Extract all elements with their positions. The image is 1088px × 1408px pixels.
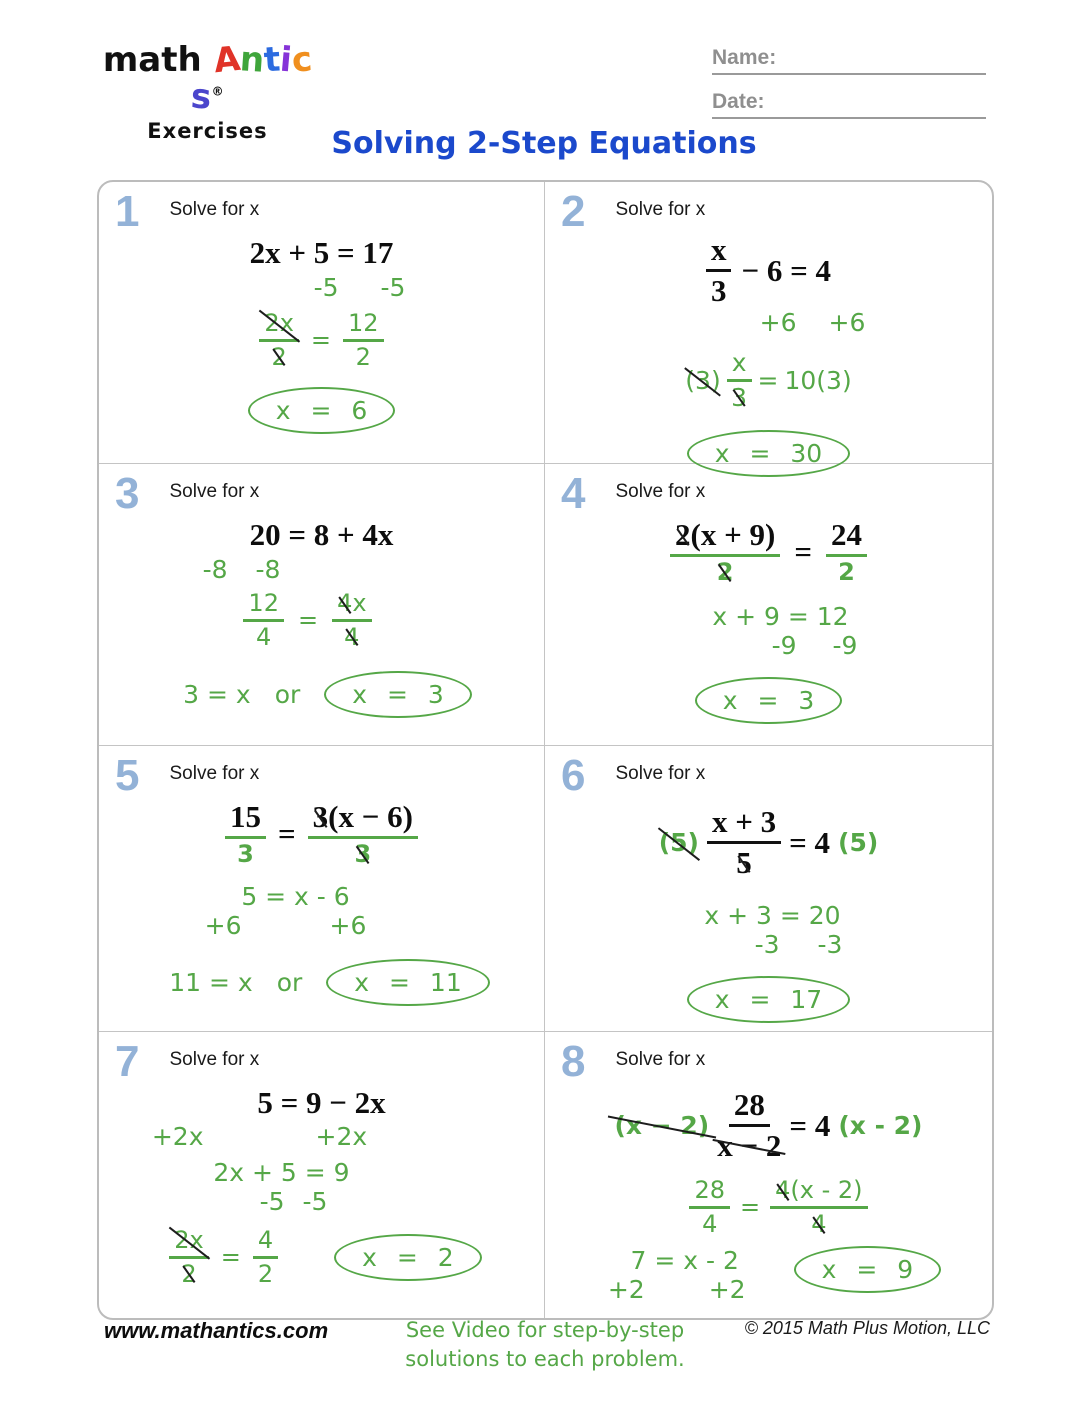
operation: -5 [302, 1186, 328, 1216]
problem-7-label: Solve for x [169, 1049, 260, 1070]
coefficient-crossed: 2 [675, 516, 691, 552]
equals-sign: = [794, 533, 812, 569]
problem-2-label: Solve for x [615, 199, 706, 220]
fraction-denominator: 2 [716, 558, 734, 587]
problem-7-step: 2x + 5 = 9 [213, 1157, 350, 1187]
fraction [332, 588, 371, 651]
problem-1-number: 1 [115, 187, 140, 236]
fraction-numerator [308, 798, 418, 840]
problem-1-divide-line [99, 308, 544, 371]
fraction [706, 231, 732, 309]
problem-8-cell [545, 1032, 992, 1318]
problem-4-label: Solve for x [615, 481, 706, 502]
equals-sign: = [220, 1243, 241, 1272]
fraction [253, 1225, 278, 1288]
operation: -8 [202, 554, 228, 584]
problem-8-number: 8 [561, 1037, 586, 1086]
problem-6-equation [545, 803, 992, 881]
problem-grid [97, 180, 994, 1320]
problem-5-answer-line [107, 959, 552, 1006]
fraction-denominator: 3 [710, 273, 727, 309]
fraction-numerator: 4 [253, 1228, 278, 1259]
problem-6-header [545, 746, 992, 800]
operation: +2x [315, 1121, 368, 1151]
circled-answer: x = 17 [687, 976, 850, 1023]
problem-5-equation [99, 798, 544, 869]
circled-answer: x = 30 [687, 430, 850, 477]
name-field: Name: [712, 46, 986, 75]
problem-8-divide-line [555, 1175, 994, 1238]
fraction [727, 347, 752, 412]
operation: -3 [817, 929, 843, 959]
logo-letter-n: n [238, 39, 266, 81]
circled-answer: x = 3 [695, 677, 843, 724]
operation: +2 [607, 1275, 645, 1305]
page-title: Solving 2-Step Equations [331, 126, 757, 161]
parenthetical: (x - 2) [790, 1175, 863, 1204]
fraction-denominator: 2 [838, 558, 855, 587]
problem-3-cell [99, 464, 545, 746]
problem-3-label: Solve for x [169, 481, 260, 502]
problem-4-cell [545, 464, 992, 746]
equation-rest: − 6 = 4 [741, 252, 832, 288]
fraction-denominator: 2 [257, 1259, 274, 1288]
or-text: or [276, 968, 303, 998]
problem-3-subtract-line [97, 555, 464, 584]
fraction-denominator: 4 [702, 1209, 718, 1238]
problem-1-equation: 2x + 5 = 17 [249, 234, 394, 270]
fraction-denominator: 2 [271, 342, 287, 371]
operation: +6 [204, 911, 242, 941]
problem-1-cell [99, 182, 545, 464]
fraction-denominator: 3 [237, 840, 254, 869]
result-text: 7 = x - 2 [630, 1246, 739, 1276]
multiplier-crossed: (3) [685, 365, 721, 395]
fraction-numerator: 12 [243, 591, 284, 622]
problem-7-number: 7 [115, 1037, 140, 1086]
problem-7-cell [99, 1032, 545, 1318]
fraction-numerator: 24 [826, 519, 867, 558]
fraction-numerator: 15 [225, 801, 266, 840]
coefficient-crossed: 3 [312, 798, 329, 834]
problem-6-number: 6 [561, 751, 586, 800]
or-text: or [274, 679, 301, 709]
operation: +2 [708, 1275, 746, 1305]
operation: +6 [329, 911, 367, 941]
equals-sign: = [297, 606, 319, 635]
fraction-numerator: 2x [169, 1228, 208, 1259]
add-line [608, 1275, 746, 1304]
problem-6-work [545, 803, 992, 1023]
problem-4-step: x + 9 = 12 [712, 602, 849, 632]
problem-2-equation [545, 231, 992, 309]
problem-7-add-line [97, 1122, 482, 1151]
equals-sign: = [740, 1193, 761, 1222]
fraction-numerator: 28 [729, 1089, 770, 1128]
problem-2-header [545, 182, 992, 236]
multiplier: (x - 2) [838, 1111, 923, 1141]
problem-3-answer-line [105, 671, 550, 718]
fraction [169, 1225, 208, 1288]
problem-5-cell [99, 746, 545, 1032]
fraction-numerator: 28 [689, 1178, 730, 1209]
fraction [689, 1175, 730, 1238]
multiplier-crossed: (5) [658, 828, 699, 858]
problem-2-multiply-line [545, 347, 992, 412]
fraction-denominator: 4 [811, 1209, 827, 1238]
problem-6-step: x + 3 = 20 [704, 900, 841, 930]
problem-7-answer-line [103, 1225, 548, 1288]
multiplier-crossed: (x − 2) [614, 1111, 710, 1141]
equals-sign: = [278, 815, 296, 851]
see-video-note-line1: See Video for step-by-step [405, 1318, 685, 1342]
equation-rest: = 4 [789, 824, 831, 860]
multiplier: (5) [838, 828, 879, 858]
fraction-numerator: 2x [259, 311, 298, 342]
operation: -9 [771, 631, 797, 661]
fraction [243, 588, 284, 651]
problem-2-work [545, 231, 992, 478]
fraction-denominator: 4 [256, 622, 272, 651]
fraction-denominator: 5 [736, 845, 752, 881]
problem-4-work [545, 516, 992, 725]
logo-exercises-text: Exercises [147, 118, 268, 143]
logo-letter-a: A [211, 38, 242, 82]
problem-6-subtract-line [575, 930, 994, 959]
result-text: 3 = x [183, 679, 251, 709]
copyright-text: © 2015 Math Plus Motion, LLC [744, 1318, 990, 1338]
fraction-numerator [770, 1175, 867, 1209]
fraction-numerator: x [706, 234, 732, 273]
parenthetical: (x − 6) [328, 798, 413, 834]
variable: x [352, 588, 367, 617]
problem-5-step: 5 = x - 6 [241, 882, 350, 912]
fraction-denominator: 4 [344, 622, 360, 651]
fraction-numerator: x + 3 [707, 806, 781, 845]
problem-6-cell [545, 746, 992, 1032]
problem-5-number: 5 [115, 751, 140, 800]
operation: +6 [759, 307, 797, 337]
problem-4-equation [545, 516, 992, 587]
fraction [225, 798, 266, 869]
problem-4-header [545, 464, 992, 518]
problem-3-equation: 20 = 8 + 4x [249, 516, 394, 552]
problem-5-label: Solve for x [169, 763, 260, 784]
circled-answer: x = 11 [326, 959, 489, 1006]
registered-mark: ® [211, 85, 224, 100]
operation: -8 [255, 554, 281, 584]
problem-1-work [99, 235, 544, 434]
problem-7-subtract-line [97, 1187, 516, 1216]
logo-letter-i: i [278, 39, 294, 81]
equals-sign: = [310, 326, 332, 355]
problem-3-header [99, 464, 544, 518]
problem-1-answer-line [99, 387, 544, 434]
problem-8-work [545, 1086, 992, 1305]
fraction-numerator [332, 588, 371, 622]
final-step-stack [607, 1246, 754, 1305]
problem-3-divide-line [97, 588, 530, 651]
equals-sign: = [757, 365, 779, 395]
problem-6-answer-line [545, 976, 992, 1023]
fraction-numerator: 12 [343, 311, 384, 342]
fraction [717, 1086, 782, 1164]
operation: +6 [828, 307, 866, 337]
circled-answer: x = 2 [334, 1234, 482, 1281]
date-field: Date: [712, 90, 986, 119]
problem-8-label: Solve for x [615, 1049, 706, 1070]
fraction [343, 308, 384, 371]
problem-5-work [99, 798, 544, 1007]
problem-2-number: 2 [561, 187, 586, 236]
operation: -3 [754, 929, 780, 959]
operation: -5 [313, 272, 339, 302]
logo-letter-t: t [262, 39, 282, 81]
fraction [707, 803, 781, 881]
problem-8-header [545, 1032, 992, 1086]
problem-2-cell [545, 182, 992, 469]
fraction [670, 516, 780, 587]
fraction-denominator: 2 [355, 342, 371, 371]
operation: -9 [832, 631, 858, 661]
circled-answer: x = 9 [794, 1246, 942, 1293]
parenthetical: (x + 9) [690, 516, 776, 552]
result-text: 11 = x [169, 968, 253, 998]
fraction [770, 1175, 867, 1238]
logo-letter-s: s [190, 76, 214, 119]
fraction [308, 798, 418, 869]
problem-7-header [99, 1032, 544, 1086]
fraction-denominator: 3 [731, 382, 748, 412]
problem-1-label: Solve for x [169, 199, 260, 220]
problem-7-equation: 5 = 9 − 2x [257, 1084, 386, 1120]
website-url: www.mathantics.com [104, 1318, 329, 1343]
problem-5-add-line [97, 911, 508, 940]
name-date-block [712, 46, 986, 134]
operation: -5 [259, 1186, 285, 1216]
problem-3-work [99, 517, 544, 718]
fraction-denominator: x − 2 [717, 1128, 782, 1164]
problem-7-work [99, 1085, 544, 1287]
logo-letter-c: c [290, 39, 314, 81]
problem-1-header [99, 182, 544, 236]
right-side: 10(3) [784, 365, 852, 395]
fraction-denominator: 3 [354, 840, 372, 869]
fraction [826, 516, 867, 587]
problem-4-number: 4 [561, 469, 586, 518]
problem-4-subtract-line [591, 631, 994, 660]
problem-4-answer-line [545, 677, 992, 724]
problem-8-equation [545, 1086, 992, 1164]
coefficient-crossed: 4 [337, 588, 353, 617]
fraction-numerator: x [727, 350, 752, 382]
logo-math-text: math [102, 40, 214, 80]
divide-line [169, 1225, 278, 1288]
see-video-note-line2: solutions to each problem. [405, 1346, 685, 1371]
see-video-note [355, 1316, 735, 1374]
problem-8-answer-line [555, 1246, 994, 1304]
coefficient-crossed: 4 [775, 1175, 791, 1204]
problem-3-number: 3 [115, 469, 140, 518]
fraction [259, 308, 298, 371]
operation: +2x [151, 1121, 204, 1151]
fraction-denominator: 2 [181, 1259, 197, 1288]
problem-6-label: Solve for x [615, 763, 706, 784]
fraction-numerator [670, 516, 780, 558]
problem-5-header [99, 746, 544, 800]
operation: -5 [380, 272, 406, 302]
problem-1-subtract-line [137, 273, 582, 302]
equation-rest: = 4 [789, 1107, 831, 1143]
logo-wordmark [100, 38, 315, 119]
circled-answer: x = 3 [324, 671, 472, 718]
circled-answer: x = 6 [248, 387, 396, 434]
problem-2-add-line [589, 308, 994, 337]
